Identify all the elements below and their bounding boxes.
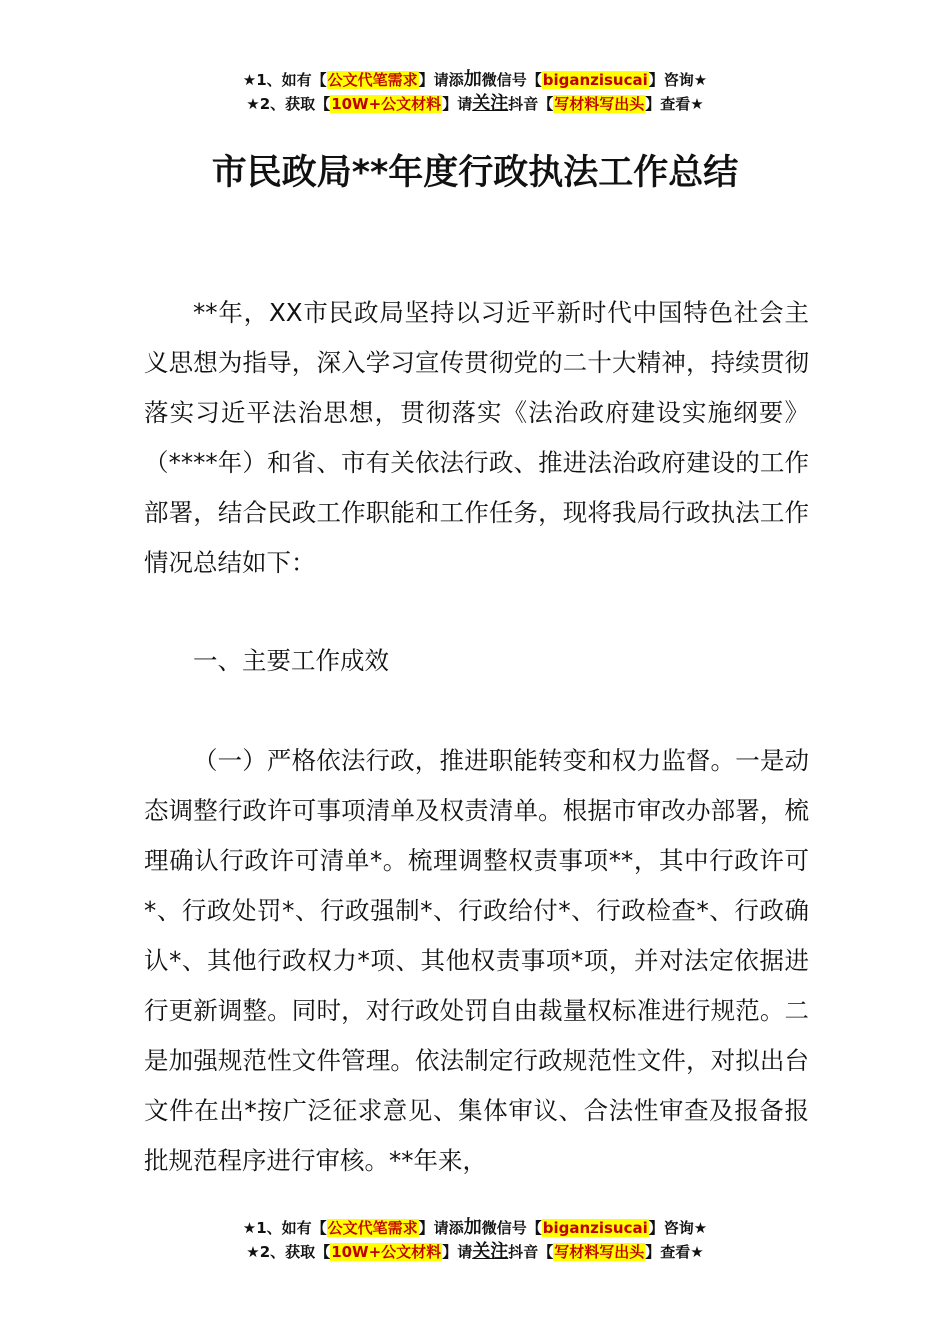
promo-emphasis: 加 [463, 69, 482, 90]
promo-emphasis: 关注 [472, 93, 509, 114]
section-heading: 一、主要工作成效 [193, 646, 389, 675]
promo-douyin-id: 写材料写出头 [554, 1243, 645, 1261]
promo-wechat-id: biganzisucai [542, 1219, 648, 1237]
promo-text: 】咨询★ [648, 71, 708, 89]
promo-line-1 [0, 68, 950, 92]
promo-footer [0, 1216, 950, 1264]
promo-text: ★2、获取【 [246, 1243, 331, 1261]
promo-text: 】查看★ [645, 1243, 704, 1261]
promo-emphasis: 加 [463, 1217, 482, 1238]
promo-text: 微信号【 [481, 71, 542, 89]
promo-highlight: 公文代笔需求 [327, 71, 418, 89]
promo-text: 抖音【 [508, 95, 554, 113]
promo-text: 】查看★ [645, 95, 704, 113]
promo-highlight: 10W+公文材料 [331, 1243, 442, 1261]
promo-line-2 [0, 1240, 950, 1264]
promo-line-1 [0, 1216, 950, 1240]
promo-text: 】咨询★ [648, 1219, 708, 1237]
promo-text: 抖音【 [508, 1243, 554, 1261]
promo-highlight: 10W+公文材料 [331, 95, 442, 113]
promo-text: ★1、如有【 [242, 1219, 327, 1237]
promo-text: ★1、如有【 [242, 71, 327, 89]
promo-text: 】请添 [418, 1219, 464, 1237]
paragraph-intro: **年，XX市民政局坚持以习近平新时代中国特色社会主义思想为指导，深入学习宣传贯彻党的二十大精神，持续贯彻落实习近平法治思想，贯彻落实《法治政府建设实施纲要》（****年）和省、市有关依法行政、推进法治政府建设的工作部署，结合民政工作职能和工作任务，现将我局行政执法工作情况总结如下： [144, 298, 809, 577]
promo-wechat-id: biganzisucai [542, 71, 648, 89]
promo-text: 微信号【 [481, 1219, 542, 1237]
promo-text: ★2、获取【 [246, 95, 331, 113]
promo-highlight: 公文代笔需求 [327, 1219, 418, 1237]
promo-text: 】请 [442, 1243, 473, 1261]
paragraph-body: （一）严格依法行政，推进职能转变和权力监督。一是动态调整行政许可事项清单及权责清单。根据市审改办部署，梳理确认行政许可清单*。梳理调整权责事项**，其中行政许可*、行政处罚*、行政强制*、行政给付*、行政检查*、行政确认*、其他行政权力*项、其他权责事项*项，并对法定依据进行更新调整。同时，对行政处罚自由裁量权标准进行规范。二是加强规范性文件管理。依法制定行政规范性文件，对拟出台文件在出*按广泛征求意见、集体审议、合法性审查及报备报批规范程序进行审核。**年来， [144, 746, 809, 1175]
promo-line-2 [0, 92, 950, 116]
promo-douyin-id: 写材料写出头 [554, 95, 645, 113]
promo-text: 】请 [442, 95, 473, 113]
document-title: 市民政局**年度行政执法工作总结 [211, 153, 739, 193]
promo-emphasis: 关注 [472, 1241, 509, 1262]
promo-header [0, 68, 950, 116]
promo-text: 】请添 [418, 71, 464, 89]
